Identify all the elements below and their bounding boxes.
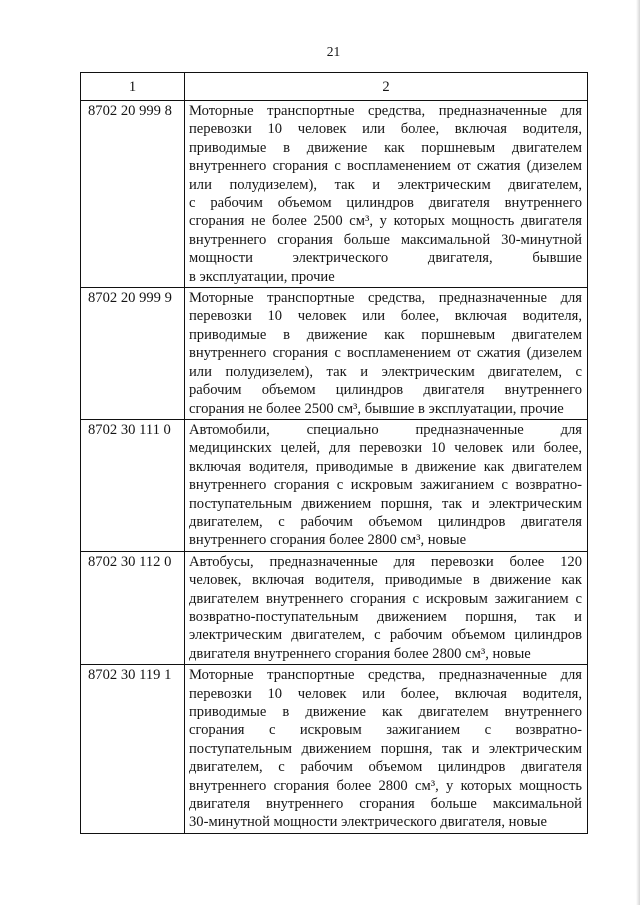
commodity-code: 8702 20 999 8 [88,103,172,119]
description-line: Моторные транспортные средства, предназначенные для [189,103,582,119]
header-cell-1: 1 [81,73,185,101]
description-line: двигателем, с рабочим объемом цилиндров двигателя [189,513,582,530]
description-line: поступательным движением поршня, так и электрическим [189,495,582,512]
description-line: приводимые в движение как поршневым двигателем [189,139,582,156]
description-line: внутреннего сгорания более 2800 см³, новые [189,532,467,549]
description-line: человек, включая водителя, приводимые в движение как [189,572,582,589]
description-line: или полудизелем), так и электрическим двигателем, с [189,363,582,380]
scan-edge [636,0,640,905]
description-line: внутреннего сгорания с воспламенением от сжатия (дизелем [189,158,582,175]
description-line: перевозки 10 человек или более, включая водителя, [189,308,582,325]
description-line: внутреннего сгорания с искровым зажиганием с возвратно- [189,477,582,494]
commodity-code: 8702 30 111 0 [88,421,171,438]
description-line: поступательным движением поршня, так и электрическим [189,740,582,757]
table-row [81,419,588,551]
description-line: или полудизелем), так и электрическим двигателем, [189,176,582,193]
description-line: в эксплуатации, прочие [189,268,335,285]
description-line: медицинских целей, для перевозки 10 человек или более, [189,440,582,457]
description-cell [185,419,588,551]
commodity-code: 8702 20 999 9 [88,290,172,307]
description-line: перевозки 10 человек или более, включая водителя, [189,685,582,702]
description-line: электрическим двигателем, с рабочим объемом цилиндров [189,627,582,644]
table-row [81,288,588,420]
page-number: 21 [326,44,341,59]
description-cell [185,551,588,664]
description-line: перевозки 10 человек или более, включая водителя, [189,121,582,138]
code-cell [81,101,185,288]
description-line: Моторные транспортные средства, предназначенные для [189,290,582,307]
description-line: Моторные транспортные средства, предназначенные для [189,667,582,684]
description-cell [185,665,588,834]
description-line: двигателя внутреннего сгорания больше максимальной [189,796,582,813]
description-line: с рабочим объемом цилиндров двигателя внутреннего [189,195,582,212]
code-cell [81,551,185,664]
description-line: возвратно-поступательным движением поршня, так и [189,608,582,625]
code-cell [81,419,185,551]
description-line: 30-минутной мощности электрического двигателя, новые [189,814,547,831]
description-line: включая водителя, приводимые в движение как двигателем [189,458,582,475]
description-line: сгорания не более 2500 см³, у которых мощность двигателя [189,213,582,230]
commodity-code: 8702 30 119 1 [88,667,172,684]
description-cell [185,288,588,420]
description-line: внутреннего сгорания с воспламенением от сжатия (дизелем [189,345,582,362]
description-line: двигателем, с рабочим объемом цилиндров двигателя [189,759,582,776]
description-line: внутреннего сгорания более 2800 см³, у которых мощность [189,777,582,794]
description-cell [185,101,588,288]
description-line: приводимые в движение как поршневым двигателем [189,326,582,343]
description-line: мощности электрического двигателя, бывшие [189,250,582,267]
description-line: сгорания с искровым зажиганием с возвратно- [189,722,582,739]
table-row [81,551,588,664]
description-line: Автобусы, предназначенные для перевозки более 120 [189,553,582,570]
table-header-row [81,73,588,101]
description-line: приводимые в движение как двигателем внутреннего [189,704,582,720]
description-line: Автомобили, специально предназначенные для [189,421,582,438]
description-line: сгорания не более 2500 см³, бывшие в эксплуатации, прочие [189,400,564,417]
code-cell [81,665,185,834]
description-line: внутреннего сгорания больше максимальной 30-минутной [189,231,582,248]
description-line: двигателя внутреннего сгорания более 2800 см³, новые [189,645,531,662]
description-line: рабочим объемом цилиндров двигателя внутреннего [189,382,582,399]
description-line: двигателем внутреннего сгорания с искровым зажиганием с [189,590,582,607]
table-row [81,665,588,834]
table-body [81,73,588,834]
code-cell [81,288,185,420]
commodity-code: 8702 30 112 0 [88,553,172,570]
table-row [81,101,588,288]
header-cell-2: 2 [185,73,588,101]
commodity-table [80,72,588,834]
